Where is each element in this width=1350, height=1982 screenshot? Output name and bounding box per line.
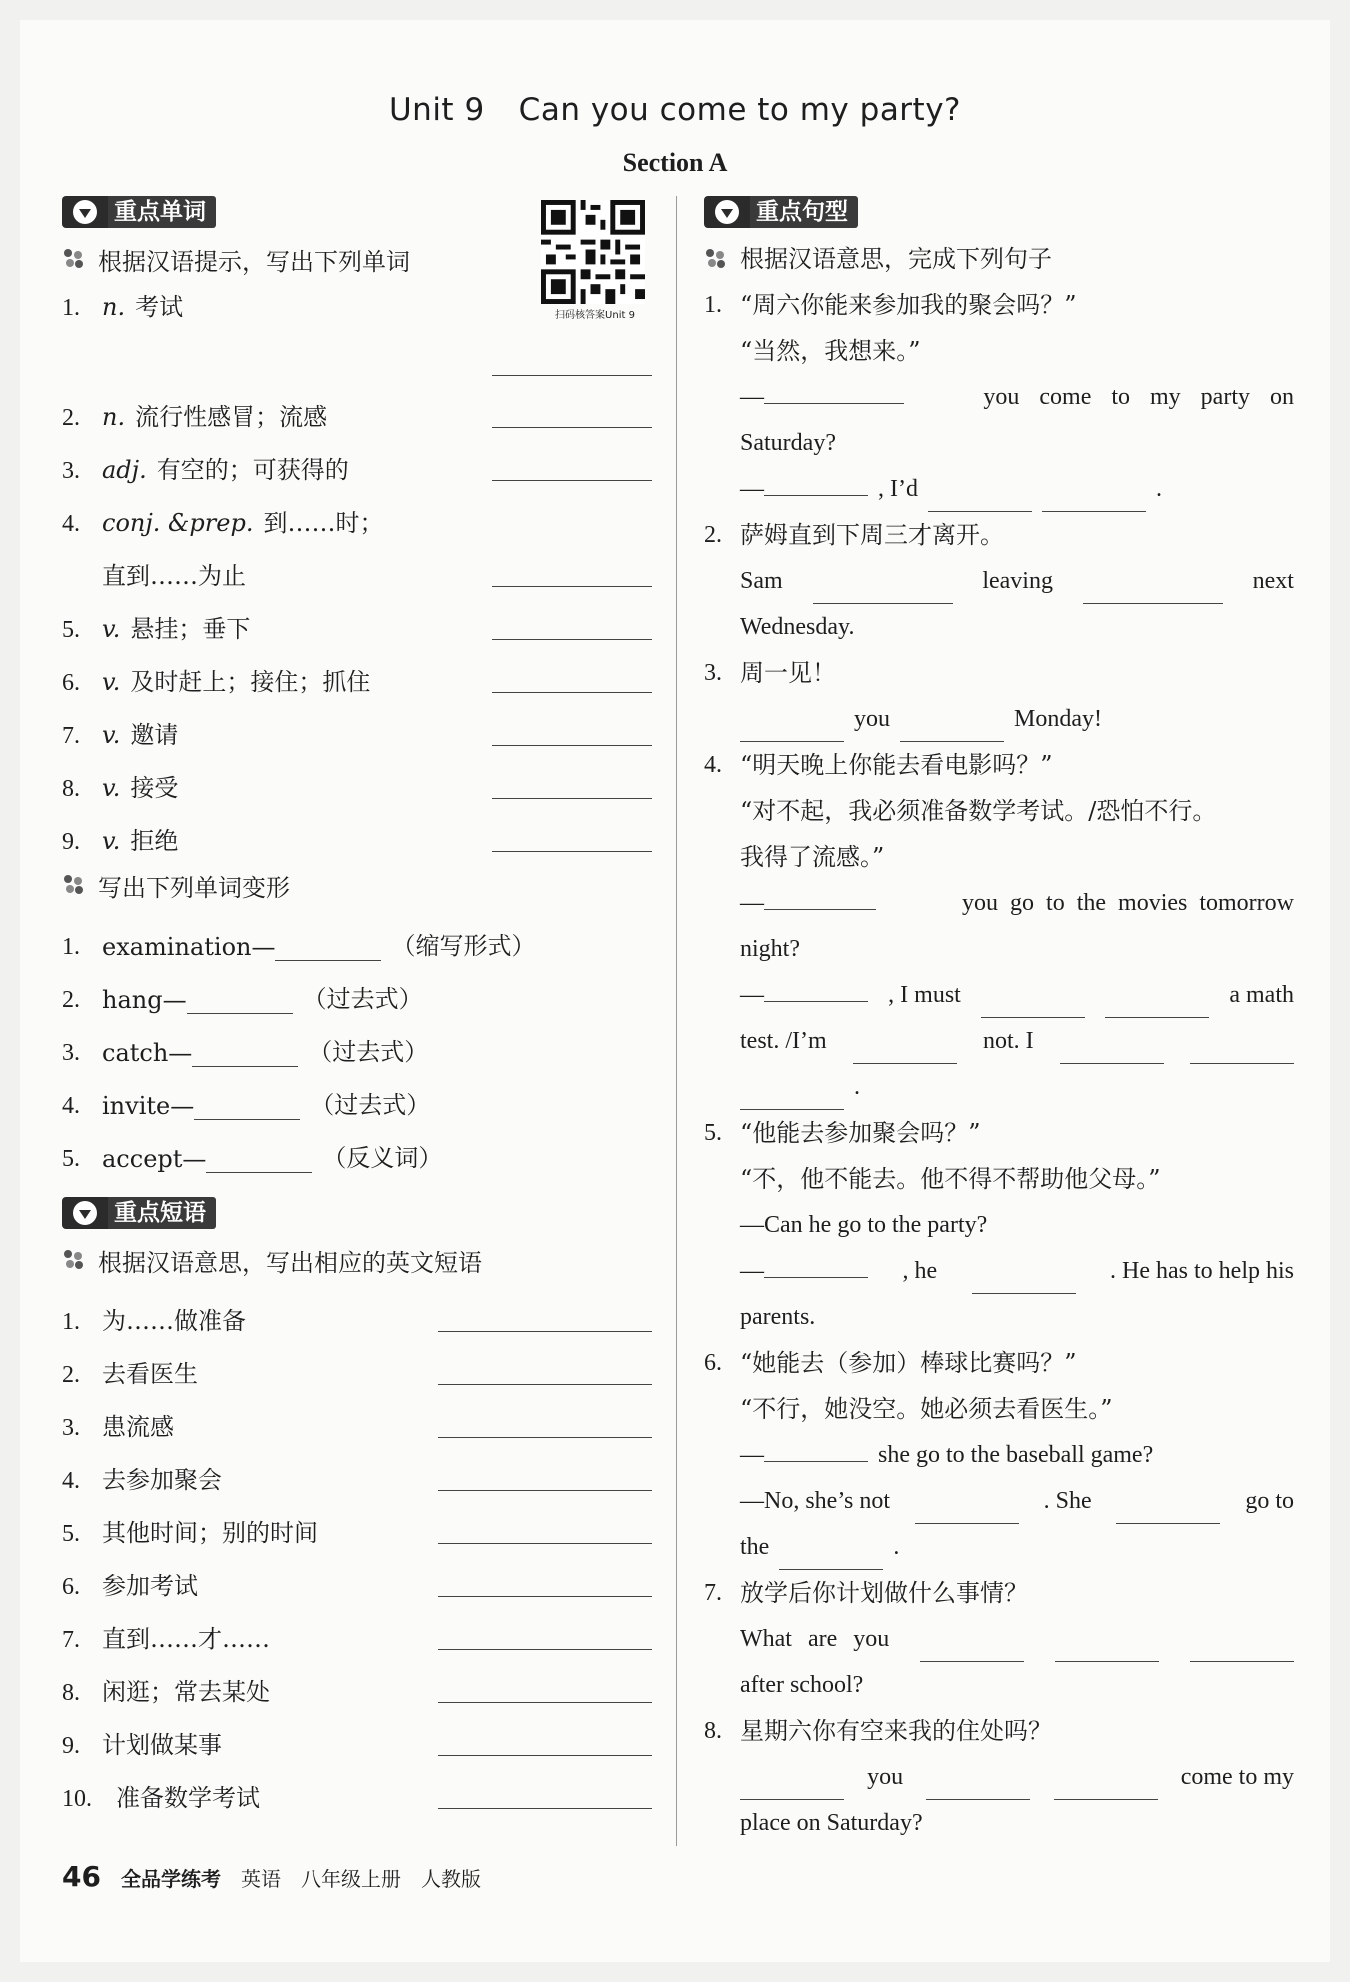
answer-blank[interactable]	[900, 712, 1004, 742]
phrases-badge: 重点短语	[108, 1197, 216, 1229]
answer-line: What are you	[704, 1616, 1294, 1662]
answer-line: — you go to the movies tomorrow	[704, 880, 1294, 926]
answer-blank[interactable]	[813, 574, 953, 604]
column-divider	[676, 196, 677, 1846]
answer-blank[interactable]	[764, 1432, 868, 1462]
phrase-item: 3. 患流感	[62, 1389, 652, 1442]
answer-blank[interactable]	[492, 375, 652, 376]
question-text: “当然，我想来。”	[740, 337, 921, 365]
answer-blank[interactable]	[853, 1034, 957, 1064]
answer-line: the .	[704, 1524, 1294, 1570]
answer-blank[interactable]	[438, 1543, 652, 1544]
answer-line: you come to my	[704, 1754, 1294, 1800]
answer-blank[interactable]	[438, 1384, 652, 1385]
phrase-item: 9. 计划做某事	[62, 1707, 652, 1760]
phrase-item: 1. 为……做准备	[62, 1283, 652, 1336]
unit-number: Unit 9	[388, 92, 485, 128]
answer-blank[interactable]	[438, 1596, 652, 1597]
form-item: 3. catch— （过去式）	[62, 1038, 429, 1067]
answer-blank[interactable]	[1190, 1034, 1294, 1064]
answer-line: —Can he go to the party?	[740, 1212, 988, 1238]
vocab-item: 2. n. 流行性感冒；流感	[62, 380, 652, 432]
vocab-item: 3. adj. 有空的；可获得的	[62, 432, 652, 485]
arrow-down-icon	[73, 200, 97, 224]
answer-line: night?	[740, 936, 800, 962]
answer-line: — , I must a math	[704, 972, 1294, 1018]
answer-line: — she go to the baseball game?	[704, 1432, 1294, 1478]
phrase-item: 8. 闲逛；常去某处	[62, 1654, 652, 1707]
qr-caption: 扫码核答案Unit 9	[555, 310, 635, 321]
page-number: 46	[62, 1860, 101, 1893]
answer-line: — , he . He has to help his	[704, 1248, 1294, 1294]
answer-blank[interactable]	[438, 1649, 652, 1650]
answer-line: — , I’d .	[704, 466, 1294, 512]
answer-blank[interactable]	[492, 480, 652, 481]
sentence-question: 5. “他能去参加聚会吗？”	[704, 1119, 981, 1147]
answer-blank[interactable]	[1042, 482, 1146, 512]
answer-blank[interactable]	[764, 374, 904, 404]
phrase-item: 2. 去看医生	[62, 1336, 652, 1389]
vocab-answer-line	[62, 322, 652, 380]
answer-blank[interactable]	[438, 1702, 652, 1703]
forms-task-heading: 写出下列单词变形	[62, 862, 652, 908]
answer-line: Sam leaving next	[704, 558, 1294, 604]
answer-line: parents.	[740, 1304, 816, 1330]
answer-blank[interactable]	[206, 1149, 312, 1173]
answer-blank[interactable]	[492, 692, 652, 693]
answer-blank[interactable]	[740, 1080, 844, 1110]
answer-blank[interactable]	[764, 972, 868, 1002]
vocab-item: 4. conj. &prep. 到……时；	[62, 509, 384, 537]
answer-blank[interactable]	[972, 1264, 1076, 1294]
answer-blank[interactable]	[915, 1494, 1019, 1524]
arrow-down-icon	[73, 1201, 97, 1225]
unit-title	[0, 92, 1350, 128]
question-text: “不行，她没空。她必须去看医生。”	[740, 1395, 1113, 1423]
sentence-question: 6. “她能去（参加）棒球比赛吗？”	[704, 1349, 1077, 1377]
vocab-item: 6. v. 及时赶上；接住；抓住	[62, 644, 652, 697]
dots-icon	[706, 249, 730, 269]
right-column	[704, 196, 1294, 1846]
vocab-item: 1. n. 考试	[62, 293, 184, 321]
dots-icon	[64, 1250, 88, 1270]
sentence-question: 7. 放学后你计划做什么事情？	[704, 1579, 1028, 1607]
sentence-question: 3. 周一见！	[704, 659, 836, 687]
phrase-item: 6. 参加考试	[62, 1548, 652, 1601]
answer-blank[interactable]	[926, 1770, 1030, 1800]
phrase-item: 5. 其他时间；别的时间	[62, 1495, 652, 1548]
answer-blank[interactable]	[492, 798, 652, 799]
left-column	[62, 196, 652, 1813]
answer-blank[interactable]	[187, 990, 293, 1014]
answer-blank[interactable]	[438, 1437, 652, 1438]
answer-blank[interactable]	[1190, 1632, 1294, 1662]
dots-icon	[64, 249, 88, 269]
form-item: 2. hang— （过去式）	[62, 985, 423, 1014]
answer-line: you Monday!	[704, 696, 1294, 742]
question-text: 我得了流感。”	[740, 843, 885, 871]
answer-blank[interactable]	[275, 937, 381, 961]
answer-line: after school?	[740, 1672, 864, 1698]
form-item: 4. invite— （过去式）	[62, 1091, 431, 1120]
answer-blank[interactable]	[438, 1490, 652, 1491]
section-title: Section A	[622, 148, 728, 177]
answer-line: Wednesday.	[740, 614, 855, 640]
sentence-question: 8. 星期六你有空来我的住处吗？	[704, 1717, 1052, 1745]
vocab-item: 8. v. 接受	[62, 750, 652, 803]
question-text: “不，他不能去。他不得不帮助他父母。”	[740, 1165, 1161, 1193]
answer-line: —No, she’s not . She go to	[704, 1478, 1294, 1524]
arrow-down-icon	[715, 200, 739, 224]
answer-blank[interactable]	[1060, 1034, 1164, 1064]
vocab-task-heading: 根据汉语提示，写出下列单词	[62, 236, 652, 282]
answer-line: place on Saturday?	[740, 1810, 923, 1836]
answer-line: Saturday?	[740, 430, 836, 456]
form-item: 5. accept— （反义词）	[62, 1144, 443, 1173]
sentence-question: 4. “明天晚上你能去看电影吗？”	[704, 751, 1053, 779]
answer-blank[interactable]	[492, 427, 652, 428]
answer-blank[interactable]	[981, 988, 1085, 1018]
answer-line: — you come to my party on	[704, 374, 1294, 420]
sentence-question: 2. 萨姆直到下周三才离开。	[704, 521, 1004, 549]
answer-blank[interactable]	[192, 1043, 298, 1067]
vocab-item: 5. v. 悬挂；垂下	[62, 591, 652, 644]
answer-blank[interactable]	[928, 482, 1032, 512]
vocab-item: 9. v. 拒绝	[62, 803, 652, 856]
answer-line: test. /I’m not. I	[704, 1018, 1294, 1064]
answer-blank[interactable]	[1116, 1494, 1220, 1524]
answer-blank[interactable]	[1105, 988, 1209, 1018]
answer-blank[interactable]	[1054, 1770, 1158, 1800]
answer-blank[interactable]	[764, 1248, 868, 1278]
answer-blank[interactable]	[194, 1096, 300, 1120]
phrase-item: 10. 准备数学考试	[62, 1760, 652, 1813]
question-text: “对不起，我必须准备数学考试。/恐怕不行。	[740, 797, 1217, 825]
phrase-item: 7. 直到……才……	[62, 1601, 652, 1654]
brand-name: 全品学练考	[120, 1867, 221, 1891]
answer-blank[interactable]	[779, 1540, 883, 1570]
answer-blank[interactable]	[438, 1331, 652, 1332]
sentences-badge: 重点句型	[750, 196, 858, 228]
vocab-section-header	[62, 196, 652, 228]
answer-blank[interactable]	[492, 586, 652, 587]
vocab-item: 7. v. 邀请	[62, 697, 652, 750]
answer-blank[interactable]	[920, 1632, 1024, 1662]
answer-blank[interactable]	[492, 851, 652, 852]
answer-blank[interactable]	[764, 880, 876, 910]
answer-blank[interactable]	[740, 1770, 844, 1800]
unit-name: Can you come to my party?	[518, 92, 962, 128]
answer-line: .	[704, 1064, 1294, 1110]
phrase-item: 4. 去参加聚会	[62, 1442, 652, 1495]
answer-blank[interactable]	[764, 466, 868, 496]
vocab-item-continued: 直到……为止	[62, 538, 652, 591]
page-footer	[62, 1860, 481, 1893]
form-item: 1. examination— （缩写形式）	[62, 932, 536, 961]
phrases-section-header	[62, 1197, 652, 1229]
subject: 英语	[240, 1867, 281, 1891]
answer-blank[interactable]	[438, 1755, 652, 1756]
answer-blank[interactable]	[492, 745, 652, 746]
answer-blank[interactable]	[1083, 574, 1223, 604]
answer-blank[interactable]	[492, 639, 652, 640]
sentences-section-header	[704, 196, 1294, 228]
sentence-question: 1. “周六你能来参加我的聚会吗？”	[704, 291, 1077, 319]
answer-blank[interactable]	[1055, 1632, 1159, 1662]
phrases-task-heading: 根据汉语意思，写出相应的英文短语	[62, 1237, 652, 1283]
vocab-badge: 重点单词	[108, 196, 216, 228]
grade: 八年级上册	[300, 1867, 401, 1891]
answer-blank[interactable]	[740, 712, 844, 742]
sentences-task-heading: 根据汉语意思，完成下列句子	[704, 236, 1294, 282]
edition: 人教版	[420, 1867, 481, 1891]
answer-blank[interactable]	[438, 1808, 652, 1809]
dots-icon	[64, 875, 88, 895]
